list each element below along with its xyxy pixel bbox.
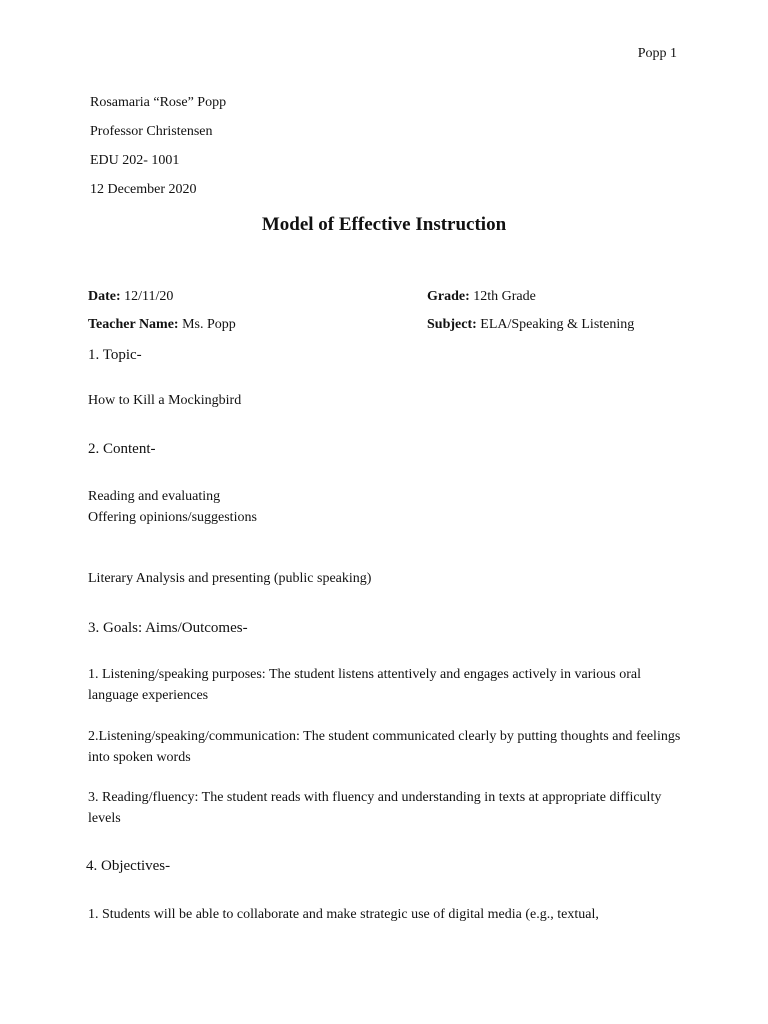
goal-item-3: 3. Reading/fluency: The student reads with fluency and understanding in texts at appropriate difficulty levels xyxy=(88,790,662,826)
subject-field xyxy=(427,317,634,333)
content-line-1: Reading and evaluating xyxy=(88,489,221,504)
page-number: Popp 1 xyxy=(637,46,677,61)
teacher-value: Ms. Popp xyxy=(182,317,236,332)
goal-item-2: 2.Listening/speaking/communication: The student communicated clearly by putting thoughts and feelings into spoken words xyxy=(88,729,681,765)
objectives-heading: 4. Objectives- xyxy=(86,858,171,874)
document-title: Model of Effective Instruction xyxy=(261,214,507,235)
goals-heading: 3. Goals: Aims/Outcomes- xyxy=(88,620,248,636)
topic-heading: 1. Topic- xyxy=(88,347,142,363)
content-heading: 2. Content- xyxy=(88,441,156,457)
objective-item-1: 1. Students will be able to collaborate and make strategic use of digital media (e.g., textual, xyxy=(88,907,599,922)
date-label: Date: xyxy=(88,289,121,304)
content-line-3: Literary Analysis and presenting (public speaking) xyxy=(88,571,372,586)
goal-item-1: 1. Listening/speaking purposes: The student listens attentively and engages actively in various oral language experiences xyxy=(88,667,642,703)
subject-value: ELA/Speaking & Listening xyxy=(480,317,635,332)
grade-label: Grade: xyxy=(427,289,470,304)
student-name: Rosamaria “Rose” Popp xyxy=(90,95,227,110)
professor-name: Professor Christensen xyxy=(90,124,213,139)
subject-label: Subject: xyxy=(427,317,477,332)
date-field xyxy=(88,289,173,305)
topic-text: How to Kill a Mockingbird xyxy=(88,393,242,408)
date-value: 12/11/20 xyxy=(124,289,174,304)
header-date: 12 December 2020 xyxy=(90,182,197,197)
grade-field xyxy=(427,289,536,305)
teacher-label: Teacher Name: xyxy=(88,317,179,332)
grade-value: 12th Grade xyxy=(473,289,536,304)
content-line-2: Offering opinions/suggestions xyxy=(88,510,257,525)
course-code: EDU 202- 1001 xyxy=(90,153,180,168)
teacher-field xyxy=(88,317,236,333)
